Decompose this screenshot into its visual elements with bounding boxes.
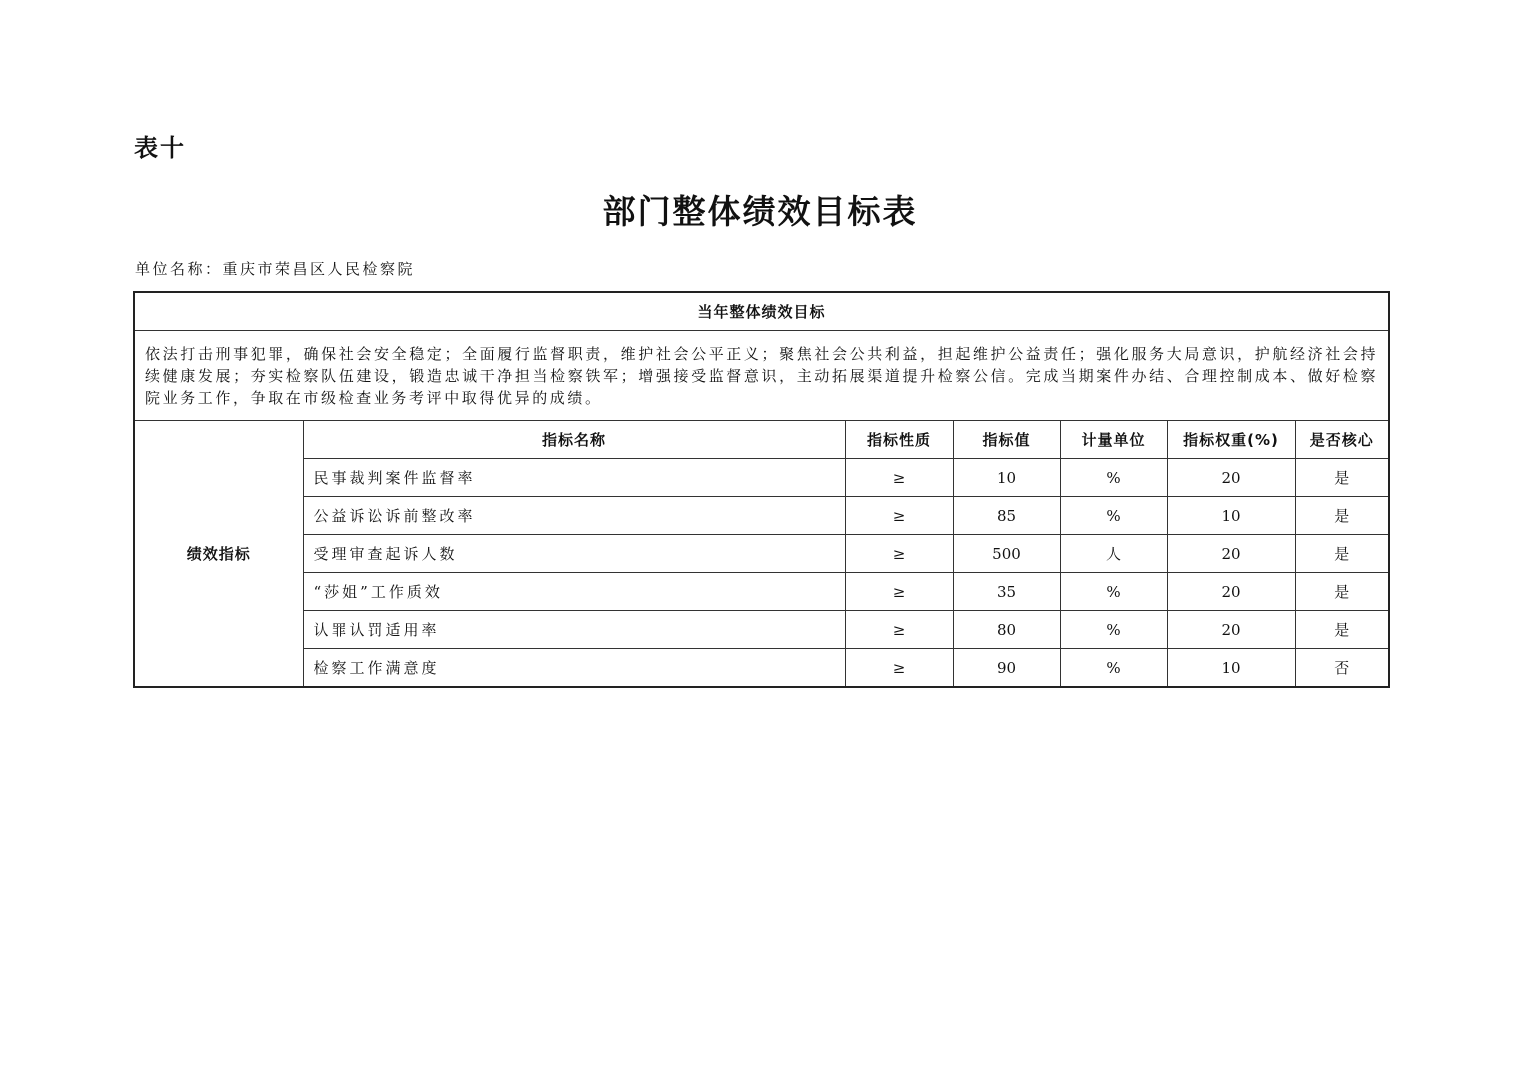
indicator-core: 是 [1295,459,1389,497]
indicator-weight: 10 [1167,649,1295,688]
column-header-weight: 指标权重(%) [1167,421,1295,459]
indicator-weight: 10 [1167,497,1295,535]
column-header-core: 是否核心 [1295,421,1389,459]
table-row [134,573,1389,611]
indicator-core: 是 [1295,497,1389,535]
indicator-nature: ≥ [845,573,953,611]
indicator-name: 受理审查起诉人数 [303,535,845,573]
indicator-weight: 20 [1167,573,1295,611]
performance-goal-table [133,291,1390,688]
indicator-unit: 人 [1060,535,1167,573]
indicator-core: 是 [1295,573,1389,611]
indicator-value: 90 [953,649,1060,688]
indicator-nature: ≥ [845,459,953,497]
table-row [134,535,1389,573]
indicator-core: 否 [1295,649,1389,688]
unit-name-line: 单位名称：重庆市荣昌区人民检察院 [135,260,416,278]
indicator-name: 公益诉讼诉前整改率 [303,497,845,535]
indicator-weight: 20 [1167,459,1295,497]
column-header-unit: 计量单位 [1060,421,1167,459]
indicator-nature: ≥ [845,535,953,573]
indicator-group-label: 绩效指标 [134,421,303,688]
indicator-unit: % [1060,573,1167,611]
indicator-nature: ≥ [845,649,953,688]
section-header: 当年整体绩效目标 [134,292,1389,331]
table-row [134,459,1389,497]
column-header-value: 指标值 [953,421,1060,459]
indicator-unit: % [1060,497,1167,535]
indicator-value: 85 [953,497,1060,535]
indicator-value: 10 [953,459,1060,497]
indicator-unit: % [1060,611,1167,649]
column-header-name: 指标名称 [303,421,845,459]
indicator-weight: 20 [1167,535,1295,573]
document-title: 部门整体绩效目标表 [602,192,918,231]
indicator-unit: % [1060,459,1167,497]
table-row [134,649,1389,688]
indicator-value: 80 [953,611,1060,649]
indicator-core: 是 [1295,611,1389,649]
indicator-core: 是 [1295,535,1389,573]
goal-description: 依法打击刑事犯罪，确保社会安全稳定；全面履行监督职责，维护社会公平正义；聚焦社会公共利益，担起维护公益责任；强化服务大局意识，护航经济社会持续健康发展；夯实检察队伍建设，锻造忠诚干净担当检察铁军；增强接受监督意识，主动拓展渠道提升检察公信。完成当期案件办结、合理控制成本、做好检察院业务工作，争取在市级检查业务考评中取得优异的成绩。 [134,331,1389,421]
indicator-name: 认罪认罚适用率 [303,611,845,649]
indicator-name: “莎姐”工作质效 [303,573,845,611]
indicator-value: 500 [953,535,1060,573]
table-label: 表十 [134,134,186,162]
table-row [134,611,1389,649]
indicator-nature: ≥ [845,497,953,535]
indicator-value: 35 [953,573,1060,611]
indicator-nature: ≥ [845,611,953,649]
indicator-name: 检察工作满意度 [303,649,845,688]
indicator-weight: 20 [1167,611,1295,649]
column-header-nature: 指标性质 [845,421,953,459]
indicator-name: 民事裁判案件监督率 [303,459,845,497]
indicator-unit: % [1060,649,1167,688]
table-row [134,497,1389,535]
